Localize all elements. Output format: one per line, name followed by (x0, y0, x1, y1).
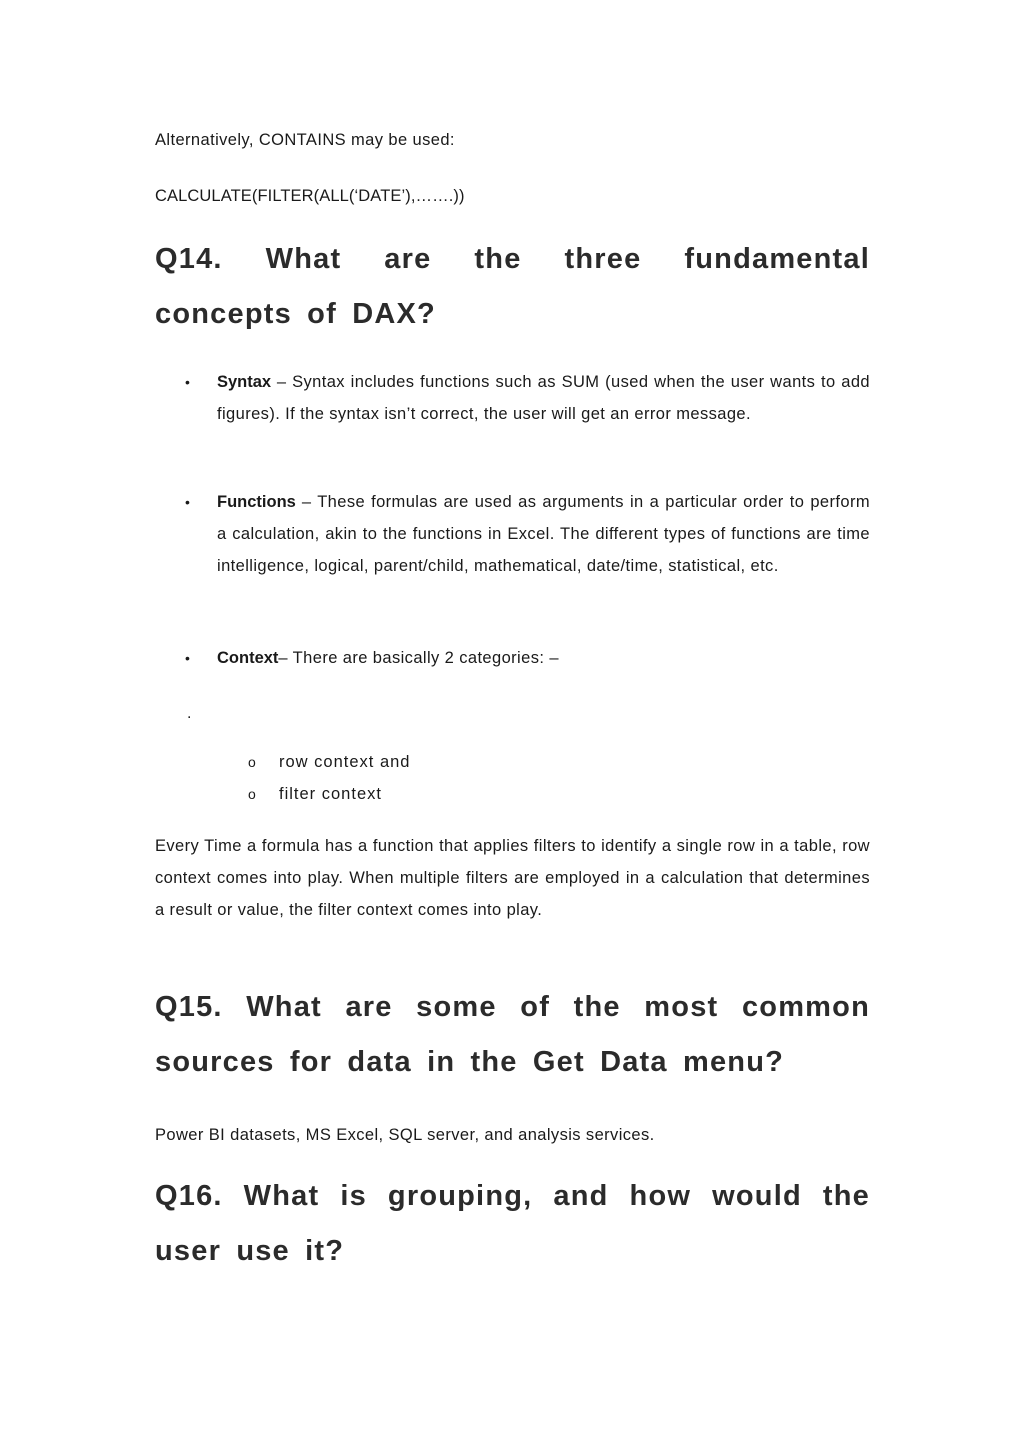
q15-answer: Power BI datasets, MS Excel, SQL server, and analysis services. (155, 1126, 655, 1144)
sub-bullet-marker: o (248, 786, 256, 802)
stray-dot: . (187, 705, 192, 722)
sub-item-row-context: row context and (279, 753, 411, 771)
term-functions: Functions (217, 493, 296, 511)
intro-text: Alternatively, CONTAINS may be used: (155, 131, 455, 149)
list-item-syntax (217, 366, 870, 430)
bullet-marker: • (185, 650, 190, 666)
code-snippet: CALCULATE(FILTER(ALL(‘DATE’),…….)) (155, 187, 465, 205)
list-item-context (217, 642, 870, 674)
desc-syntax: – Syntax includes functions such as SUM (used when the user wants to add figures). If the syntax isn’t correct, the user will get an error message. (217, 373, 870, 423)
context-paragraph: Every Time a formula has a function that applies filters to identify a single row in a table, row context comes into play. When multiple filters are employed in a calculation that determines a result or value, the filter context comes into play. (155, 837, 870, 919)
q14-heading: Q14. What are the three fundamental concepts of DAX? (155, 243, 870, 330)
sub-bullet-marker: o (248, 754, 256, 770)
term-context: Context (217, 649, 279, 667)
q16-heading: Q16. What is grouping, and how would the user use it? (155, 1180, 870, 1267)
term-syntax: Syntax (217, 373, 272, 391)
desc-context: – There are basically 2 categories: – (278, 649, 559, 667)
sub-item-filter-context: filter context (279, 785, 382, 803)
bullet-marker: • (185, 494, 190, 510)
desc-functions: – These formulas are used as arguments in a particular order to perform a calculation, akin to the functions in Excel. The different types of functions are time intelligence, logical, parent/child, mathematical, date/time, statistical, etc. (217, 493, 870, 575)
q15-heading: Q15. What are some of the most common sources for data in the Get Data menu? (155, 991, 870, 1078)
bullet-marker: • (185, 374, 190, 390)
list-item-functions (217, 486, 870, 582)
document-page (155, 0, 870, 1449)
